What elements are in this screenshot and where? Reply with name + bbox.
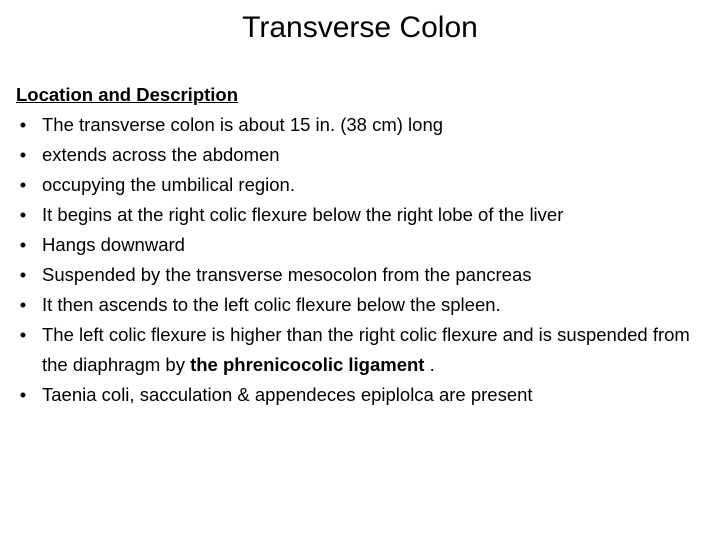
bullet-text: occupying the umbilical region. — [42, 174, 295, 195]
bullet-text: Suspended by the transverse mesocolon from the pancreas — [42, 264, 532, 285]
bullet-item — [16, 140, 706, 170]
bullet-icon: • — [19, 114, 27, 135]
bullet-text — [42, 324, 690, 375]
ligament-name: the phrenicocolic ligament — [190, 354, 425, 375]
bullet-item — [16, 200, 706, 230]
bullet-item — [16, 380, 706, 410]
bullet-icon: • — [19, 174, 27, 195]
bullet-item — [16, 290, 706, 320]
bullet-text: It then ascends to the left colic flexure below the spleen. — [42, 294, 501, 315]
slide-title: Transverse Colon — [242, 11, 478, 44]
bullet-text: Hangs downward — [42, 234, 185, 255]
bullet-icon: • — [19, 384, 27, 405]
bullet-text-part: . — [424, 354, 435, 375]
bullet-item — [16, 110, 706, 140]
bullet-item — [16, 230, 706, 260]
bullet-item — [16, 320, 706, 380]
bullet-icon: • — [19, 264, 27, 285]
bullet-list — [16, 110, 706, 410]
bullet-text: The transverse colon is about 15 in. (38 cm) long — [42, 114, 444, 135]
bullet-icon: • — [19, 294, 27, 315]
bullet-icon: • — [19, 324, 27, 345]
bullet-text-part: The left colic flexure is higher than the right colic flexure and is suspended from the diaphragm by — [42, 324, 690, 375]
bullet-text: extends across the abdomen — [42, 144, 280, 165]
bullet-text: Taenia coli, sacculation & appendeces epiplolca are present — [42, 384, 533, 405]
bullet-icon: • — [19, 144, 27, 165]
section-heading: Location and Description — [16, 84, 239, 105]
bullet-item — [16, 170, 706, 200]
bullet-icon: • — [19, 234, 27, 255]
bullet-icon: • — [19, 204, 27, 225]
bullet-text: It begins at the right colic flexure below the right lobe of the liver — [42, 204, 564, 225]
slide-content — [16, 80, 706, 410]
bullet-item — [16, 260, 706, 290]
